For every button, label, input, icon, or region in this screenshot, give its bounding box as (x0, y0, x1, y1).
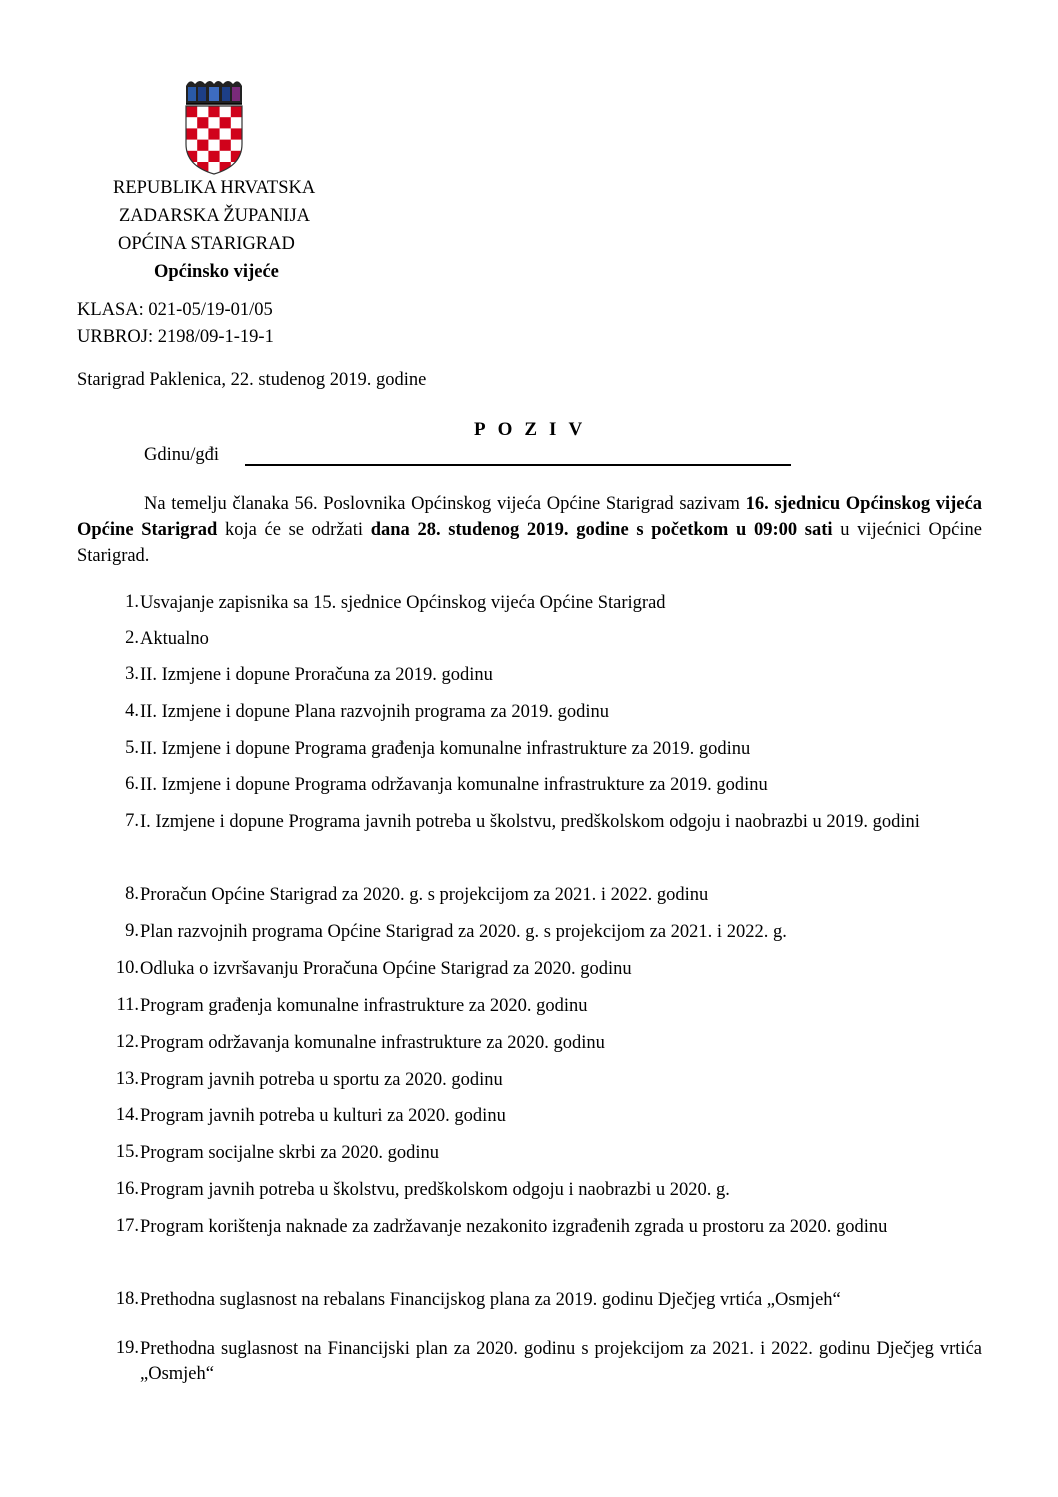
intro-text-1: Na temelju članaka 56. Poslovnika Općinskog vijeća Općine Starigrad sazivam (144, 494, 746, 514)
klasa-number: KLASA: 021-05/19-01/05 (77, 300, 273, 320)
crown-icon (186, 81, 242, 104)
intro-paragraph (77, 491, 982, 569)
agenda-item-number: 14. (115, 1105, 139, 1125)
agenda-item-number: 17. (115, 1216, 139, 1236)
agenda-item-text: Program javnih potreba u školstvu, predškolskom odgoju i naobrazbi u 2020. g. (140, 1180, 730, 1200)
agenda-item-number: 11. (116, 995, 139, 1015)
agenda-item-number: 16. (115, 1179, 139, 1199)
agenda-item-text: Aktualno (140, 629, 209, 649)
agenda-item-number: 6. (125, 774, 139, 794)
intro-text-2: koja će se održati (217, 520, 371, 540)
header-county: ZADARSKA ŽUPANIJA (119, 206, 311, 226)
agenda-item-text: Program socijalne skrbi za 2020. godinu (140, 1143, 440, 1163)
agenda-item-number: 7. (125, 811, 139, 831)
document-title: POZIV (474, 419, 595, 440)
agenda-item-text: Program javnih potreba u sportu za 2020. godinu (140, 1070, 503, 1090)
agenda-item-text: Program javnih potreba u kulturi za 2020. godinu (140, 1106, 506, 1126)
agenda-item-number: 18. (115, 1289, 139, 1309)
agenda-item-text: Program održavanja komunalne infrastrukture za 2020. godinu (140, 1033, 605, 1053)
agenda-item-text: Usvajanje zapisnika sa 15. sjednice Općinskog vijeća Općine Starigrad (140, 593, 666, 613)
agenda-item-text: II. Izmjene i dopune Plana razvojnih programa za 2019. godinu (140, 702, 610, 722)
reference-numbers (77, 297, 274, 351)
addressee-blank-line (245, 464, 791, 466)
agenda-item-text: Prethodna suglasnost na Financijski plan za 2020. godinu s projekcijom za 2021. i 2022. godinu Dječjeg vrtića „Osmjeh“ (140, 1339, 982, 1384)
intro-session-bold: 16. sjednicu Općinskog vijeća Općine Starigrad (77, 494, 982, 540)
header-republic: REPUBLIKA HRVATSKA (113, 178, 316, 198)
issuer-header (113, 174, 315, 286)
agenda-item-number: 19. (115, 1338, 139, 1358)
agenda-item-text: I. Izmjene i dopune Programa javnih potreba u školstvu, predškolskom odgoju i naobrazbi u 2019. godini (140, 812, 920, 832)
agenda-item-text: Prethodna suglasnost na rebalans Financijskog plana za 2019. godinu Dječjeg vrtića „Osmjeh“ (140, 1290, 841, 1310)
agenda-item-text: Program korištenja naknade za zadržavanje nezakonito izgrađenih zgrada u prostoru za 2020. godinu (140, 1217, 888, 1237)
agenda-item-number: 3. (125, 664, 139, 684)
addressee-label: Gdinu/gđi (144, 445, 220, 465)
coat-of-arms-icon (182, 78, 246, 176)
header-municipality: OPĆINA STARIGRAD (118, 234, 295, 254)
header-council: Općinsko vijeće (154, 262, 279, 282)
agenda-item-number: 2. (125, 628, 139, 648)
intro-date-bold: dana 28. studenog 2019. godine s početkom u 09:00 sati (370, 520, 833, 540)
urbroj-number: URBROJ: 2198/09-1-19-1 (77, 327, 274, 347)
agenda-item-number: 9. (125, 921, 139, 941)
agenda-item-text: Program građenja komunalne infrastrukture za 2020. godinu (140, 996, 588, 1016)
intro-text-3: u vijećnici Općine Starigrad. (77, 520, 982, 566)
agenda-item-number: 10. (115, 958, 139, 978)
place-and-date: Starigrad Paklenica, 22. studenog 2019. godine (77, 370, 427, 390)
agenda-item-text: Proračun Općine Starigrad za 2020. g. s projekcijom za 2021. i 2022. godinu (140, 885, 709, 905)
agenda-item-number: 15. (115, 1142, 139, 1162)
agenda-item-number: 12. (115, 1032, 139, 1052)
agenda-item-text: II. Izmjene i dopune Programa održavanja komunalne infrastrukture za 2019. godinu (140, 775, 768, 795)
agenda-item-number: 13. (115, 1069, 139, 1089)
agenda-item-number: 1. (125, 592, 139, 612)
agenda-item-number: 4. (125, 701, 139, 721)
agenda-item-number: 5. (125, 738, 139, 758)
agenda-item-text: II. Izmjene i dopune Programa građenja komunalne infrastrukture za 2019. godinu (140, 739, 751, 759)
agenda-item-text: Plan razvojnih programa Općine Starigrad za 2020. g. s projekcijom za 2021. i 2022. g. (140, 922, 787, 942)
agenda-item-number: 8. (125, 884, 139, 904)
agenda-item-text: II. Izmjene i dopune Proračuna za 2019. godinu (140, 665, 493, 685)
agenda-item-text: Odluka o izvršavanju Proračuna Općine Starigrad za 2020. godinu (140, 959, 632, 979)
